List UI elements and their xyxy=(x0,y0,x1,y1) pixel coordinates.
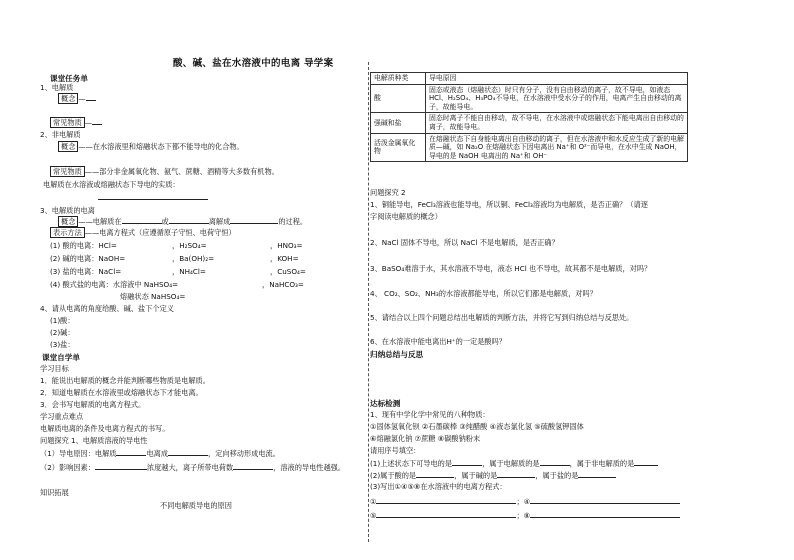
test-heading: 达标检测 xyxy=(370,399,401,408)
page-title: 酸、碱、盐在水溶液中的电离 导学案 xyxy=(173,58,334,69)
s2-concept-text: ——在水溶液里和熔融状态下都不能导电的化合物。 xyxy=(78,142,244,151)
concept-box: 概念 xyxy=(58,93,78,104)
ext-caption: 不同电解质导电的原因 xyxy=(160,501,232,510)
s2-note: 电解质在水溶液或熔融状态下导电的实质： xyxy=(43,180,180,189)
common-dash: — xyxy=(84,118,92,127)
repr-text: ——电离方程式（应遵循原子守恒、电荷守恒） xyxy=(84,228,236,237)
s3-heading: 3、电解质的电离 xyxy=(40,206,95,215)
s2-heading: 2、非电解质 xyxy=(40,130,81,139)
electrolyte-table: 电解质种类 导电原因 酸 固态或液态（熔融状态）时只有分子，没有自由移动的离子，故不导电，如液态 HCl、H₂SO₄、H₃PO₄不导电，在水溶液中受水分子的作用，电离产生自由移动的离子，故能导电。 强碱和盐 固态时离子不能自由移动，故不导电，在水溶液中或熔融状态下能电离出自由移动的离子，故能导电。 活泼金属氧化物 在熔融状态下自身能电离出自由移动的离子，但在水溶液中和水反应生成了新的电解质—碱，如 Na₂O 在熔融状态下因电离出 Na⁺和 O²⁻而导电，在水中生成 NaOH，导电的是 NaOH 电离出的 Na⁺和 OH⁻ xyxy=(370,72,688,162)
table-row: 强碱和盐 固态时离子不能自由移动，故不导电，在水溶液中或熔融状态下能电离出自由移动的离子，故能导电。 xyxy=(371,113,688,133)
concept-dash: — xyxy=(78,94,86,103)
s2-concept-box: 概念 xyxy=(58,141,78,152)
self-heading: 课堂自学单 xyxy=(42,353,80,362)
summary-heading: 归纳总结与反思 xyxy=(370,350,424,359)
column-divider xyxy=(368,62,369,542)
common-box: 常见物质 xyxy=(50,117,85,128)
s2-common-box: 常见物质 xyxy=(50,166,85,177)
repr-box: 表示方法 xyxy=(50,227,85,238)
s3-concept-box: 概念 xyxy=(58,216,78,227)
s4-heading: 4、请从电离的角度给酸、碱、盐下个定义 xyxy=(40,304,174,313)
table-row: 酸 固态或液态（熔融状态）时只有分子，没有自由移动的离子，故不导电，如液态 HCl、H₂SO₄、H₃PO₄不导电，在水溶液中受水分子的作用，电离产生自由移动的离子，故能导电。 xyxy=(371,84,688,113)
table-row: 活泼金属氧化物 在熔融状态下自身能电离出自由移动的离子，但在水溶液中和水反应生成了新的电解质—碱，如 Na₂O 在熔融状态下因电离出 Na⁺和 O²⁻而导电，在水中生成 NaOH，导电的是 NaOH 电离出的 Na⁺和 OH⁻ xyxy=(371,133,688,162)
s1-heading: 1、电解质 xyxy=(40,83,74,92)
task-heading: 课堂任务单 xyxy=(50,74,88,83)
s2-common-text: ——部分非金属氧化物、氨气、蔗糖、酒精等大多数有机物。 xyxy=(84,167,279,176)
